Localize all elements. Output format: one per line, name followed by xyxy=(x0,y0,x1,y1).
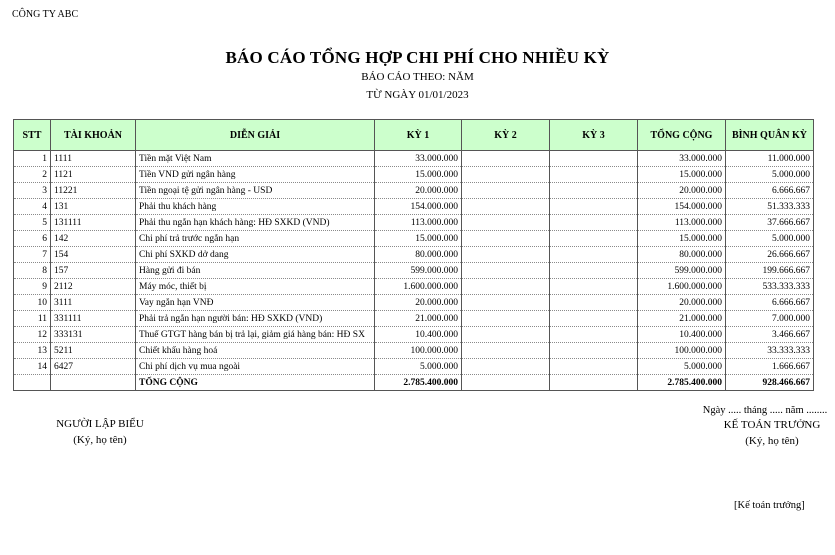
row-description: Máy móc, thiết bị xyxy=(136,279,375,295)
report-period-type: BÁO CÁO THEO: NĂM xyxy=(361,71,474,83)
header-stt: STT xyxy=(14,120,51,151)
row-period-3 xyxy=(550,279,638,295)
row-period-3 xyxy=(550,199,638,215)
row-period-2 xyxy=(462,183,550,199)
row-period-1: 15.000.000 xyxy=(375,231,462,247)
row-period-3 xyxy=(550,151,638,167)
row-account: 131 xyxy=(51,199,136,215)
row-average: 33.333.333 xyxy=(726,343,814,359)
row-description: Hàng gửi đi bán xyxy=(136,263,375,279)
row-description: Thuế GTGT hàng bán bị trả lại, giảm giá hàng bán: HĐ SX xyxy=(136,327,375,343)
row-total: 20.000.000 xyxy=(638,295,726,311)
row-period-1: 100.000.000 xyxy=(375,343,462,359)
report-from-date: TỪ NGÀY 01/01/2023 xyxy=(366,89,469,101)
date-line: Ngày ..... tháng ..... năm ........ xyxy=(702,405,828,416)
row-stt: 8 xyxy=(14,263,51,279)
chief-accountant-signature xyxy=(712,419,832,447)
header-total: TỔNG CỘNG xyxy=(638,120,726,151)
table-row xyxy=(14,167,814,183)
row-period-2 xyxy=(462,151,550,167)
total-row xyxy=(14,375,814,391)
row-period-3 xyxy=(550,327,638,343)
row-average: 533.333.333 xyxy=(726,279,814,295)
row-period-2 xyxy=(462,327,550,343)
row-stt: 9 xyxy=(14,279,51,295)
row-account: 331111 xyxy=(51,311,136,327)
row-account: 333131 xyxy=(51,327,136,343)
table-row xyxy=(14,231,814,247)
row-average: 5.000.000 xyxy=(726,231,814,247)
row-account: 6427 xyxy=(51,359,136,375)
row-total: 100.000.000 xyxy=(638,343,726,359)
header-description: DIỄN GIẢI xyxy=(136,120,375,151)
row-period-1: 15.000.000 xyxy=(375,167,462,183)
cost-summary-table xyxy=(13,119,814,391)
total-label: TỔNG CỘNG xyxy=(136,375,375,391)
chief-accountant-sign-note: (Ký, họ tên) xyxy=(745,435,799,447)
row-period-3 xyxy=(550,359,638,375)
row-total: 154.000.000 xyxy=(638,199,726,215)
row-description: Phải trả ngắn hạn người bán: HĐ SXKD (VND) xyxy=(136,311,375,327)
row-description: Phải thu khách hàng xyxy=(136,199,375,215)
row-average: 26.666.667 xyxy=(726,247,814,263)
row-stt: 3 xyxy=(14,183,51,199)
row-period-2 xyxy=(462,231,550,247)
row-description: Tiền VND gửi ngân hàng xyxy=(136,167,375,183)
row-period-1: 154.000.000 xyxy=(375,199,462,215)
row-account: 142 xyxy=(51,231,136,247)
table-row xyxy=(14,279,814,295)
row-account: 154 xyxy=(51,247,136,263)
row-period-3 xyxy=(550,231,638,247)
row-period-2 xyxy=(462,167,550,183)
row-total: 5.000.000 xyxy=(638,359,726,375)
total-average: 928.466.667 xyxy=(726,375,814,391)
row-stt: 11 xyxy=(14,311,51,327)
row-description: Vay ngắn hạn VNĐ xyxy=(136,295,375,311)
row-description: Chi phí trả trước ngắn hạn xyxy=(136,231,375,247)
row-average: 11.000.000 xyxy=(726,151,814,167)
row-total: 20.000.000 xyxy=(638,183,726,199)
row-average: 37.666.667 xyxy=(726,215,814,231)
row-stt: 1 xyxy=(14,151,51,167)
total-stt xyxy=(14,375,51,391)
footer-note: [Kế toán trưởng] xyxy=(734,500,805,511)
table-row xyxy=(14,151,814,167)
row-period-2 xyxy=(462,359,550,375)
preparer-title: NGƯỜI LẬP BIỂU xyxy=(56,418,144,430)
row-period-1: 10.400.000 xyxy=(375,327,462,343)
row-average: 6.666.667 xyxy=(726,183,814,199)
table-row xyxy=(14,199,814,215)
row-period-2 xyxy=(462,295,550,311)
header-period-1: KỲ 1 xyxy=(375,120,462,151)
row-total: 15.000.000 xyxy=(638,231,726,247)
row-stt: 13 xyxy=(14,343,51,359)
row-period-2 xyxy=(462,263,550,279)
row-period-3 xyxy=(550,167,638,183)
row-period-1: 113.000.000 xyxy=(375,215,462,231)
row-period-2 xyxy=(462,279,550,295)
row-average: 199.666.667 xyxy=(726,263,814,279)
table-header-row xyxy=(14,120,814,151)
row-description: Phải thu ngắn hạn khách hàng: HĐ SXKD (VND) xyxy=(136,215,375,231)
row-period-1: 21.000.000 xyxy=(375,311,462,327)
row-average: 51.333.333 xyxy=(726,199,814,215)
total-period-1: 2.785.400.000 xyxy=(375,375,462,391)
row-description: Chiết khấu hàng hoá xyxy=(136,343,375,359)
row-description: Tiền ngoại tệ gửi ngân hàng - USD xyxy=(136,183,375,199)
row-total: 21.000.000 xyxy=(638,311,726,327)
row-account: 5211 xyxy=(51,343,136,359)
table-row xyxy=(14,263,814,279)
row-total: 15.000.000 xyxy=(638,167,726,183)
row-period-1: 20.000.000 xyxy=(375,183,462,199)
row-average: 1.666.667 xyxy=(726,359,814,375)
header-period-2: KỲ 2 xyxy=(462,120,550,151)
row-total: 1.600.000.000 xyxy=(638,279,726,295)
row-period-3 xyxy=(550,263,638,279)
row-stt: 4 xyxy=(14,199,51,215)
row-total: 80.000.000 xyxy=(638,247,726,263)
report-title: BÁO CÁO TỔNG HỢP CHI PHÍ CHO NHIỀU KỲ xyxy=(225,48,610,67)
row-average: 3.466.667 xyxy=(726,327,814,343)
row-stt: 10 xyxy=(14,295,51,311)
row-average: 7.000.000 xyxy=(726,311,814,327)
total-account xyxy=(51,375,136,391)
row-account: 1121 xyxy=(51,167,136,183)
row-description: Tiền mặt Việt Nam xyxy=(136,151,375,167)
row-stt: 5 xyxy=(14,215,51,231)
row-period-2 xyxy=(462,215,550,231)
row-description: Chi phí SXKD dở dang xyxy=(136,247,375,263)
row-stt: 14 xyxy=(14,359,51,375)
row-period-1: 1.600.000.000 xyxy=(375,279,462,295)
row-total: 10.400.000 xyxy=(638,327,726,343)
row-total: 113.000.000 xyxy=(638,215,726,231)
row-period-3 xyxy=(550,247,638,263)
total-period-2 xyxy=(462,375,550,391)
table-row xyxy=(14,295,814,311)
table-row xyxy=(14,359,814,375)
row-account: 3111 xyxy=(51,295,136,311)
table-row xyxy=(14,215,814,231)
company-name: CÔNG TY ABC xyxy=(12,9,79,20)
table-row xyxy=(14,343,814,359)
row-stt: 12 xyxy=(14,327,51,343)
table-row xyxy=(14,327,814,343)
row-account: 2112 xyxy=(51,279,136,295)
row-period-1: 5.000.000 xyxy=(375,359,462,375)
row-period-1: 80.000.000 xyxy=(375,247,462,263)
row-total: 599.000.000 xyxy=(638,263,726,279)
total-sum: 2.785.400.000 xyxy=(638,375,726,391)
header-period-3: KỲ 3 xyxy=(550,120,638,151)
row-period-2 xyxy=(462,199,550,215)
row-period-3 xyxy=(550,343,638,359)
row-account: 11221 xyxy=(51,183,136,199)
row-period-1: 20.000.000 xyxy=(375,295,462,311)
row-period-2 xyxy=(462,311,550,327)
row-stt: 7 xyxy=(14,247,51,263)
row-account: 131111 xyxy=(51,215,136,231)
table-row xyxy=(14,183,814,199)
row-period-2 xyxy=(462,247,550,263)
header-account: TÀI KHOẢN xyxy=(51,120,136,151)
total-period-3 xyxy=(550,375,638,391)
header-average: BÌNH QUÂN KỲ xyxy=(726,120,814,151)
row-period-3 xyxy=(550,311,638,327)
row-period-1: 33.000.000 xyxy=(375,151,462,167)
row-stt: 2 xyxy=(14,167,51,183)
preparer-signature xyxy=(40,418,160,446)
row-average: 5.000.000 xyxy=(726,167,814,183)
preparer-sign-note: (Ký, họ tên) xyxy=(73,434,127,446)
row-account: 1111 xyxy=(51,151,136,167)
table-row xyxy=(14,247,814,263)
chief-accountant-title: KẾ TOÁN TRƯỞNG xyxy=(723,419,821,431)
table-row xyxy=(14,311,814,327)
row-average: 6.666.667 xyxy=(726,295,814,311)
row-total: 33.000.000 xyxy=(638,151,726,167)
row-account: 157 xyxy=(51,263,136,279)
row-period-1: 599.000.000 xyxy=(375,263,462,279)
row-period-3 xyxy=(550,183,638,199)
row-description: Chi phí dịch vụ mua ngoài xyxy=(136,359,375,375)
row-period-3 xyxy=(550,295,638,311)
row-period-3 xyxy=(550,215,638,231)
row-stt: 6 xyxy=(14,231,51,247)
row-period-2 xyxy=(462,343,550,359)
